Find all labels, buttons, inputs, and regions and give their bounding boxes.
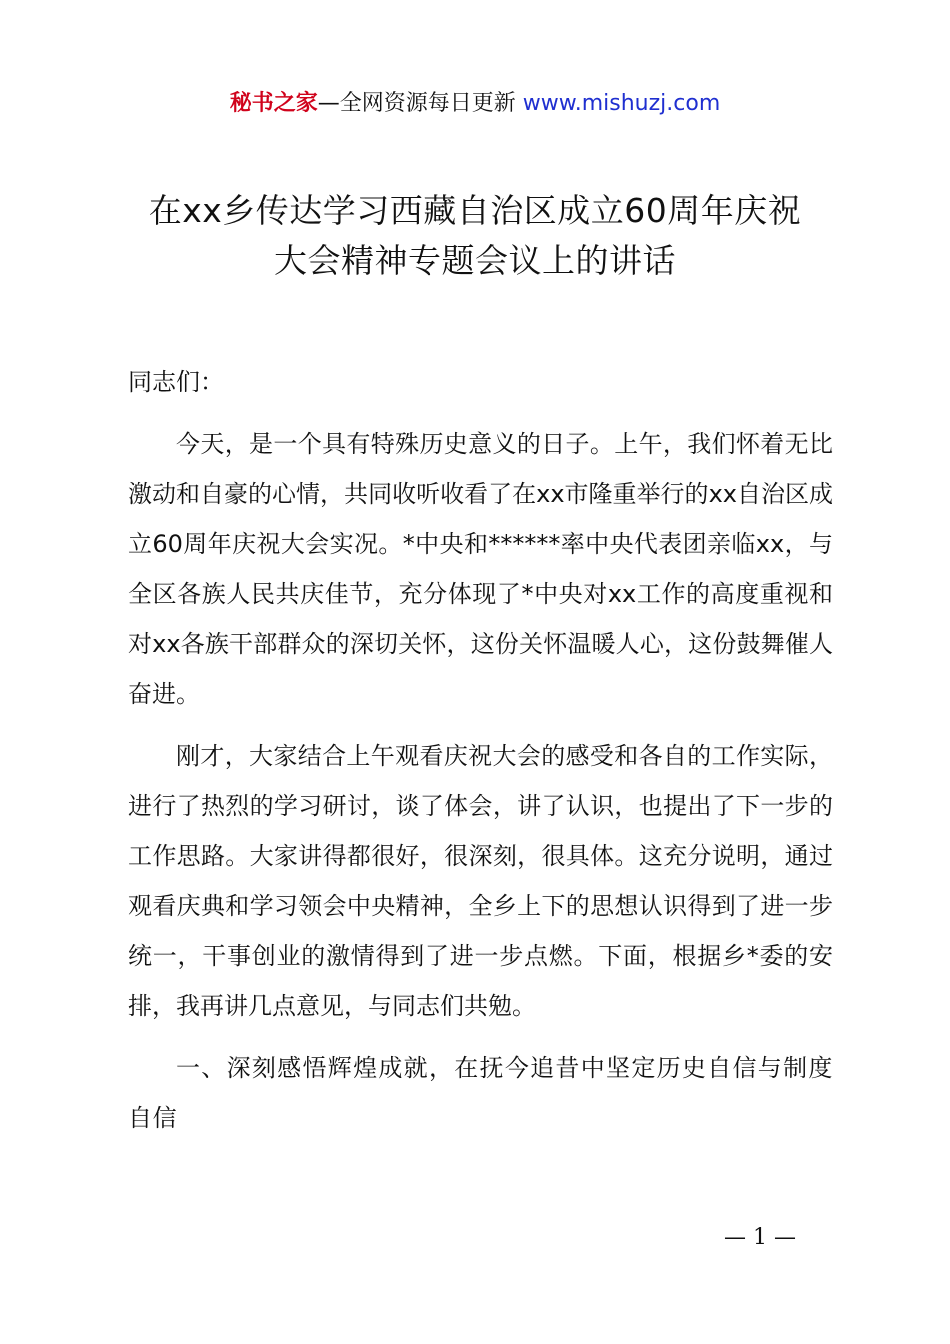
document-body	[128, 357, 833, 1143]
paragraph-2: 刚才，大家结合上午观看庆祝大会的感受和各自的工作实际，进行了热烈的学习研讨，谈了体会，讲了认识，也提出了下一步的工作思路。大家讲得都很好，很深刻，很具体。这充分说明，通过观看庆典和学习领会中央精神，全乡上下的思想认识得到了进一步统一，干事创业的激情得到了进一步点燃。下面，根据乡*委的安排，我再讲几点意见，与同志们共勉。	[128, 742, 833, 1020]
header-tagline: —全网资源每日更新	[317, 91, 516, 116]
page-number: — 1 —	[724, 1225, 796, 1250]
site-url-link[interactable]: www.mishuzj.com	[522, 91, 721, 116]
title-line-1: 在xx乡传达学习西藏自治区成立60周年庆祝	[148, 191, 802, 230]
brand-name: 秘书之家	[229, 91, 318, 116]
section-heading: 一、深刻感悟辉煌成就，在抚今追昔中坚定历史自信与制度自信	[128, 1054, 833, 1132]
salutation: 同志们：	[128, 368, 224, 396]
paragraph-1: 今天，是一个具有特殊历史意义的日子。上午，我们怀着无比激动和自豪的心情，共同收听收看了在xx市隆重举行的xx自治区成立60周年庆祝大会实况。*中央和******率中央代表团亲临xx，与全区各族人民共庆佳节，充分体现了*中央对xx工作的高度重视和对xx各族干部群众的深切关怀，这份关怀温暖人心，这份鼓舞催人奋进。	[128, 430, 833, 708]
title-line-2: 大会精神专题会议上的讲话	[274, 241, 676, 280]
document-title	[100, 186, 850, 286]
site-header	[0, 88, 950, 120]
